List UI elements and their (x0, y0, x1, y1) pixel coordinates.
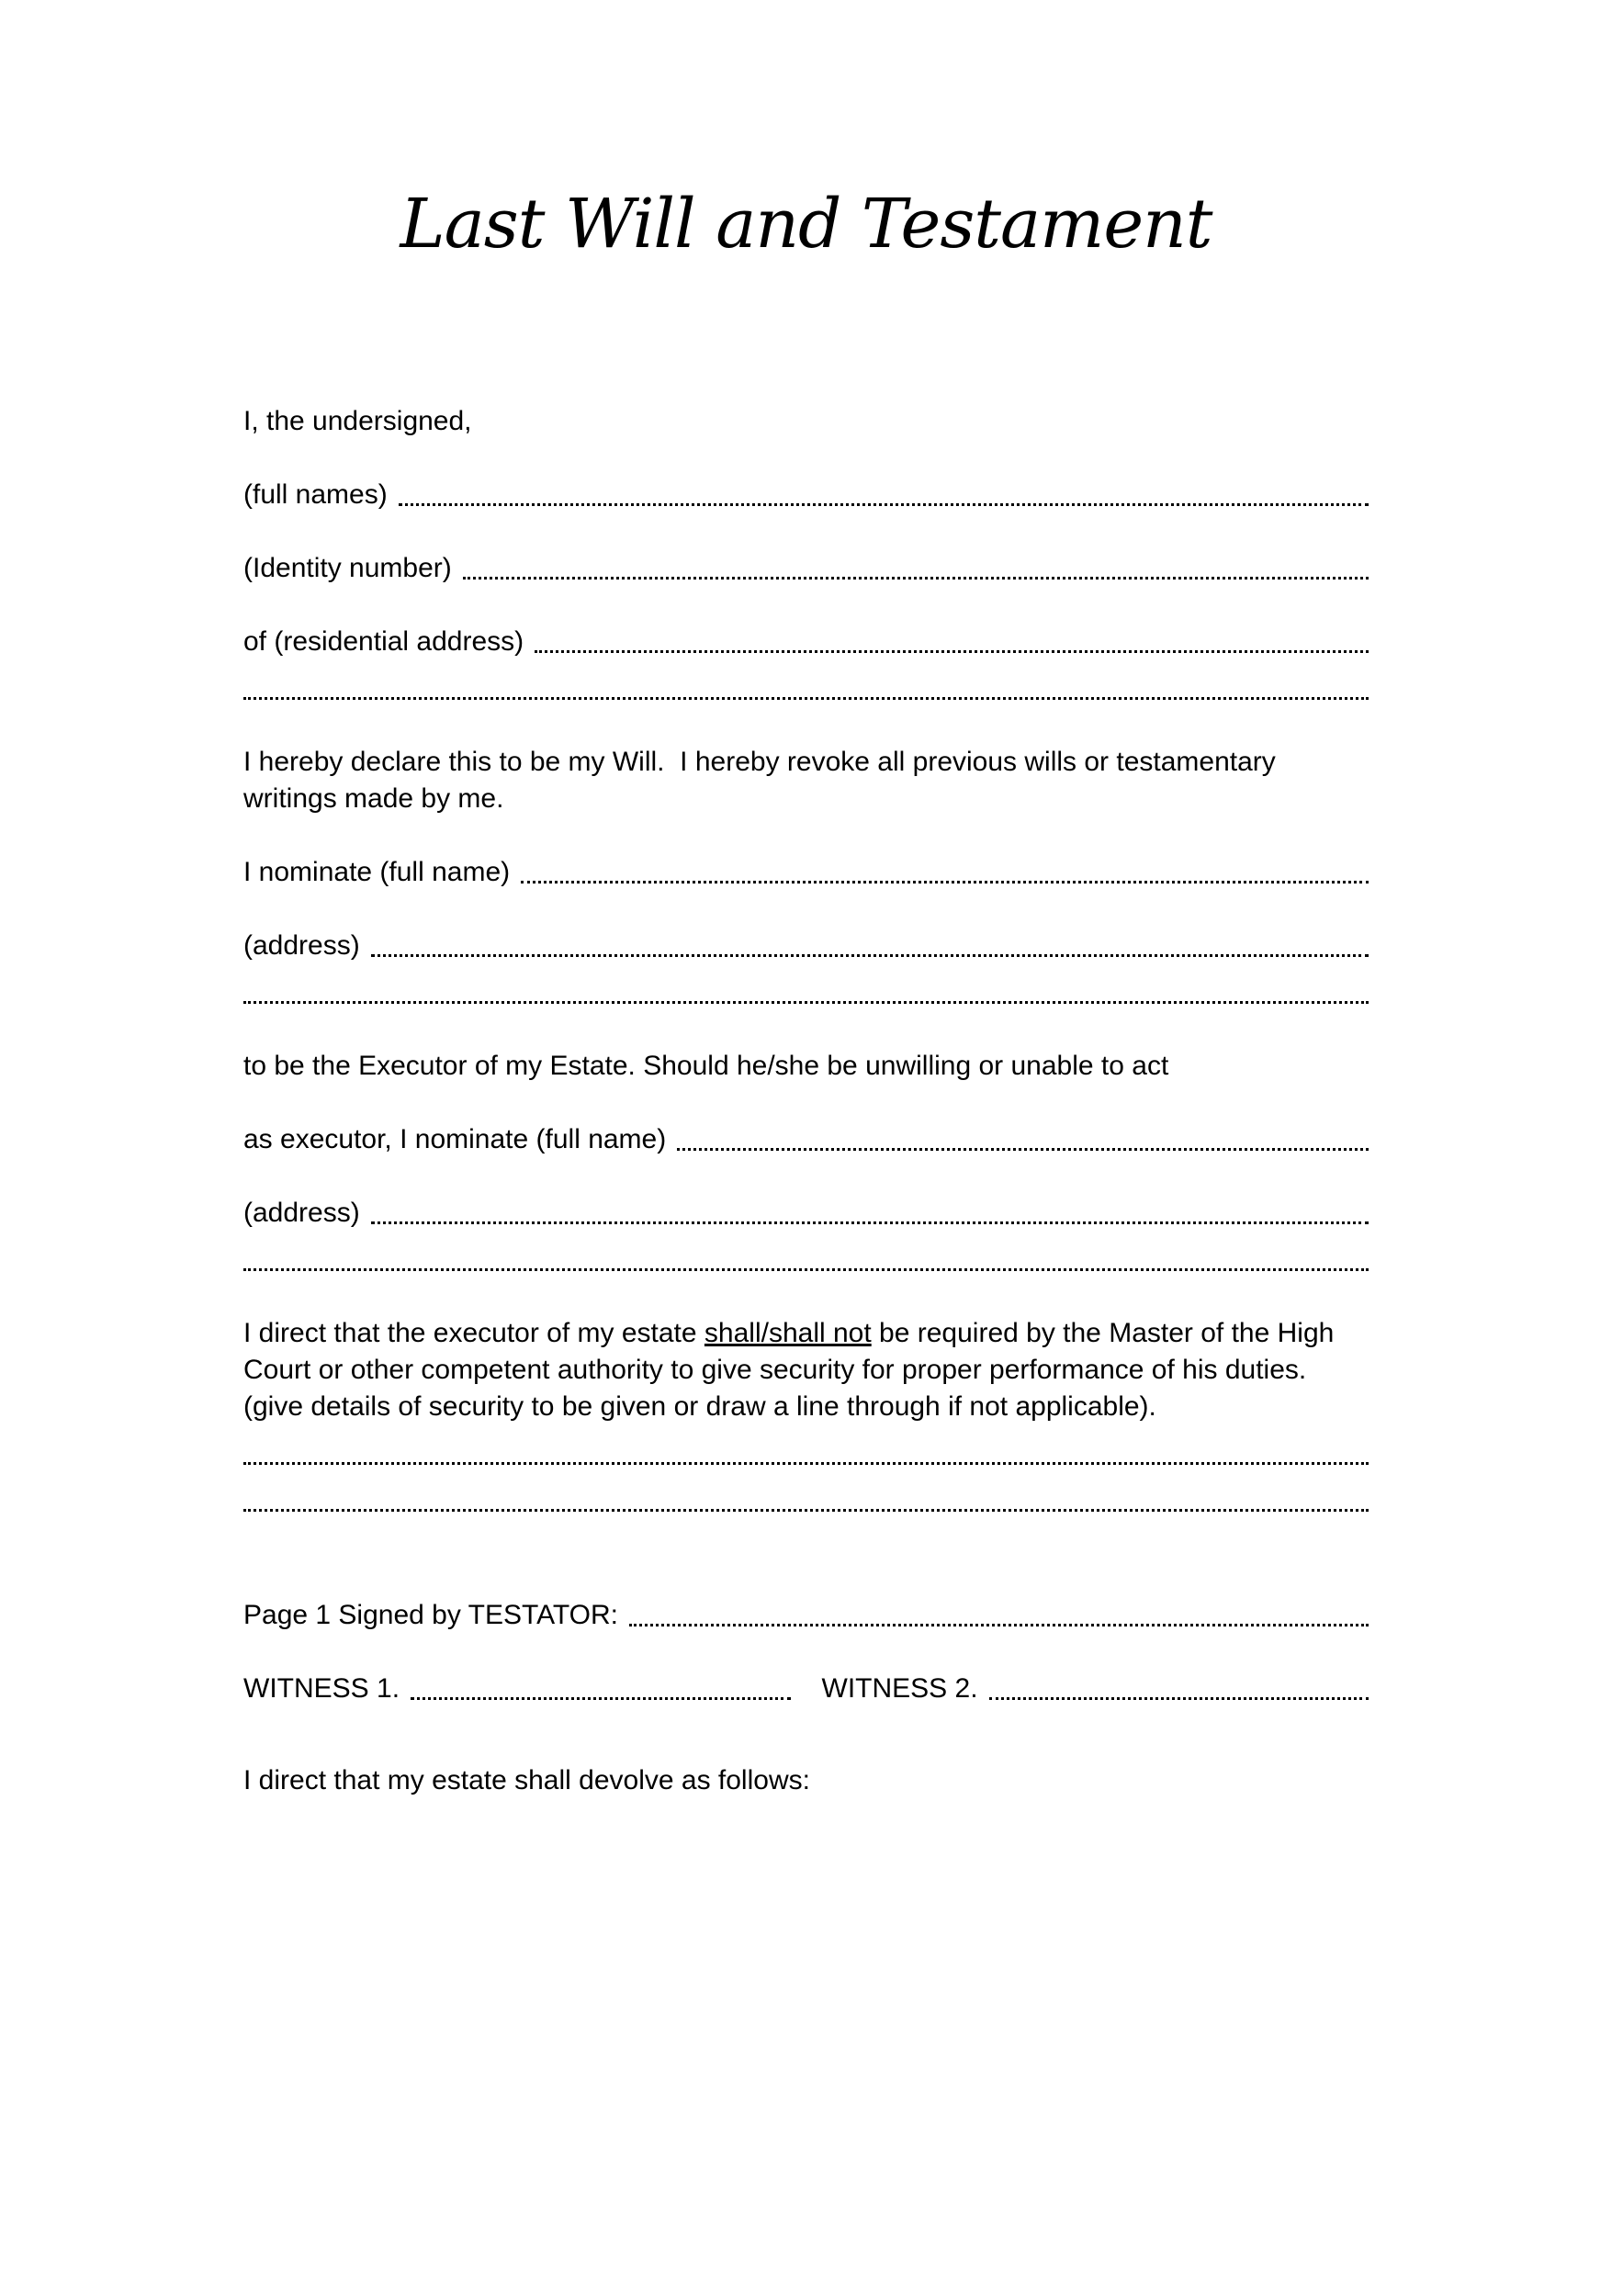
executor-address-continuation-line (243, 1001, 1369, 1011)
executor-address-fill-line (371, 928, 1369, 957)
executor-name-fill-line (521, 854, 1369, 884)
security-details-fill-line-1 (243, 1462, 1369, 1472)
witness-signature-line (243, 1671, 1369, 1707)
testator-signature-label: Page 1 Signed by TESTATOR: (243, 1599, 618, 1630)
alternate-executor-address-fill-line (371, 1195, 1369, 1224)
witness1-signature-fill-line (411, 1671, 790, 1700)
devolution-statement: I direct that my estate shall devolve as follows: (243, 1764, 810, 1795)
alternate-executor-field-line (243, 1121, 1369, 1158)
alternate-executor-name-fill-line (677, 1121, 1369, 1151)
dotted-fill-line (243, 1509, 1369, 1512)
declaration-paragraph: I hereby declare this to be my Will. I hereby revoke all previous wills or testamentary writings made by me. (243, 746, 1284, 814)
residential-address-field-line (243, 624, 1369, 660)
dotted-fill-line (243, 697, 1369, 700)
executor-address-field-line (243, 928, 1369, 964)
identity-number-field-line (243, 550, 1369, 587)
testator-signature-fill-line (629, 1597, 1369, 1626)
witness2-label: WITNESS 2. (821, 1672, 978, 1704)
security-choice-underlined: shall/shall not (704, 1317, 872, 1348)
witness2-signature-fill-line (989, 1671, 1369, 1700)
alternate-executor-address-field-line (243, 1195, 1369, 1232)
dotted-fill-line (243, 1001, 1369, 1004)
witness1-label: WITNESS 1. (243, 1672, 400, 1704)
security-clause-after: be required by the Master of the High Court or other competent authority to give security for proper performance of his duties. (give details of security to be given or draw a line through if not applicable). (243, 1317, 1335, 1422)
security-details-fill-line-2 (243, 1509, 1369, 1519)
executor-nominate-label: I nominate (full name) (243, 856, 511, 887)
document-title: Last Will and Testament (400, 185, 1212, 264)
full-names-field-line (243, 477, 1369, 513)
opening-statement: I, the undersigned, (243, 405, 472, 436)
security-clause-before: I direct that the executor of my estate (243, 1317, 704, 1348)
residential-address-continuation-line (243, 697, 1369, 707)
dotted-fill-line (243, 1268, 1369, 1271)
executor-nominate-field-line (243, 854, 1369, 891)
residential-address-label: of (residential address) (243, 625, 524, 657)
full-names-fill-line (399, 477, 1369, 506)
executor-address-label: (address) (243, 929, 360, 961)
alternate-executor-address-label: (address) (243, 1197, 360, 1228)
alternate-executor-address-continuation-line (243, 1268, 1369, 1278)
security-clause-paragraph (243, 1315, 1369, 1425)
executor-clause: to be the Executor of my Estate. Should he/she be unwilling or unable to act (243, 1050, 1169, 1081)
alternate-executor-label: as executor, I nominate (full name) (243, 1123, 667, 1154)
dotted-fill-line (243, 1462, 1369, 1465)
document-body (0, 403, 1623, 1799)
identity-number-label: (Identity number) (243, 552, 452, 583)
full-names-label: (full names) (243, 478, 388, 510)
residential-address-fill-line (535, 624, 1369, 653)
testator-signature-line (243, 1597, 1369, 1634)
identity-number-fill-line (463, 550, 1369, 580)
